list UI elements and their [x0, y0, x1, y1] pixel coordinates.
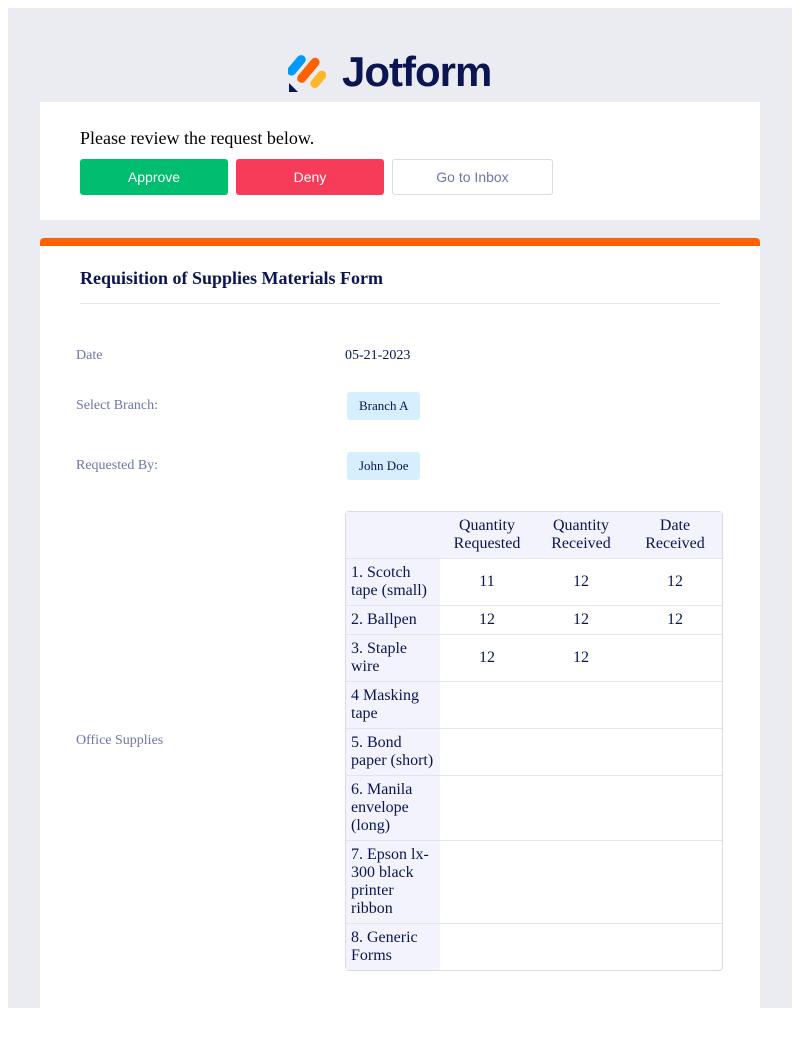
table-row	[346, 729, 722, 776]
table-cell	[534, 841, 628, 924]
table-corner	[346, 512, 440, 559]
table-row	[346, 606, 722, 635]
form-card	[40, 238, 760, 1038]
table-cell	[628, 682, 722, 729]
row-label: 5. Bond paper (short)	[346, 729, 440, 776]
table-cell	[628, 729, 722, 776]
table-cell: 11	[440, 559, 534, 606]
go-to-inbox-button[interactable]: Go to Inbox	[392, 159, 553, 195]
jotform-logo-icon	[288, 51, 326, 93]
logo-text: Jotform	[342, 48, 492, 95]
table-cell	[628, 924, 722, 970]
table-row	[346, 841, 722, 924]
date-value: 05-21-2023	[345, 348, 411, 363]
table-cell: 12	[534, 606, 628, 635]
row-label: 1. Scotch tape (small)	[346, 559, 440, 606]
form-title: Requisition of Supplies Materials Form	[80, 268, 720, 304]
column-header: Quantity Requested	[440, 512, 534, 559]
office-supplies-row	[76, 511, 723, 971]
table-cell	[440, 776, 534, 841]
column-header: Quantity Received	[534, 512, 628, 559]
table-cell	[534, 682, 628, 729]
table-cell: 12	[628, 559, 722, 606]
table-cell: 12	[534, 635, 628, 682]
table-cell	[534, 776, 628, 841]
column-header: Date Received	[628, 512, 722, 559]
date-row	[76, 348, 410, 364]
table-cell: 12	[440, 606, 534, 635]
table-cell: 12	[440, 635, 534, 682]
table-cell: 12	[534, 559, 628, 606]
branch-row	[76, 392, 420, 420]
supplies-table	[345, 511, 723, 971]
table-cell	[534, 729, 628, 776]
review-panel	[40, 102, 760, 220]
table-row	[346, 924, 722, 970]
row-label: 2. Ballpen	[346, 606, 440, 635]
review-message: Please review the request below.	[80, 128, 315, 148]
table-cell	[628, 776, 722, 841]
row-label: 8. Generic Forms	[346, 924, 440, 970]
jotform-logo[interactable]	[288, 48, 491, 96]
requested-by-label: Requested By:	[76, 458, 159, 473]
row-label: 3. Staple wire	[346, 635, 440, 682]
table-cell	[628, 841, 722, 924]
table-row	[346, 682, 722, 729]
table-row	[346, 559, 722, 606]
page-background	[8, 8, 792, 1008]
table-cell	[440, 924, 534, 970]
deny-button[interactable]: Deny	[236, 159, 384, 195]
table-cell	[440, 729, 534, 776]
row-label: 4 Masking tape	[346, 682, 440, 729]
row-label: 6. Manila envelope (long)	[346, 776, 440, 841]
table-cell	[440, 682, 534, 729]
table-cell	[534, 924, 628, 970]
approve-button[interactable]: Approve	[80, 159, 228, 195]
table-cell	[440, 841, 534, 924]
table-row	[346, 776, 722, 841]
row-label: 7. Epson lx-300 black printer ribbon	[346, 841, 440, 924]
table-cell: 12	[628, 606, 722, 635]
office-supplies-label: Office Supplies	[76, 733, 164, 748]
branch-chip: Branch A	[347, 392, 420, 420]
table-row	[346, 635, 722, 682]
branch-label: Select Branch:	[76, 398, 159, 413]
requested-by-row	[76, 452, 420, 480]
date-label: Date	[76, 348, 103, 363]
requested-by-chip: John Doe	[347, 452, 420, 480]
table-cell	[628, 635, 722, 682]
